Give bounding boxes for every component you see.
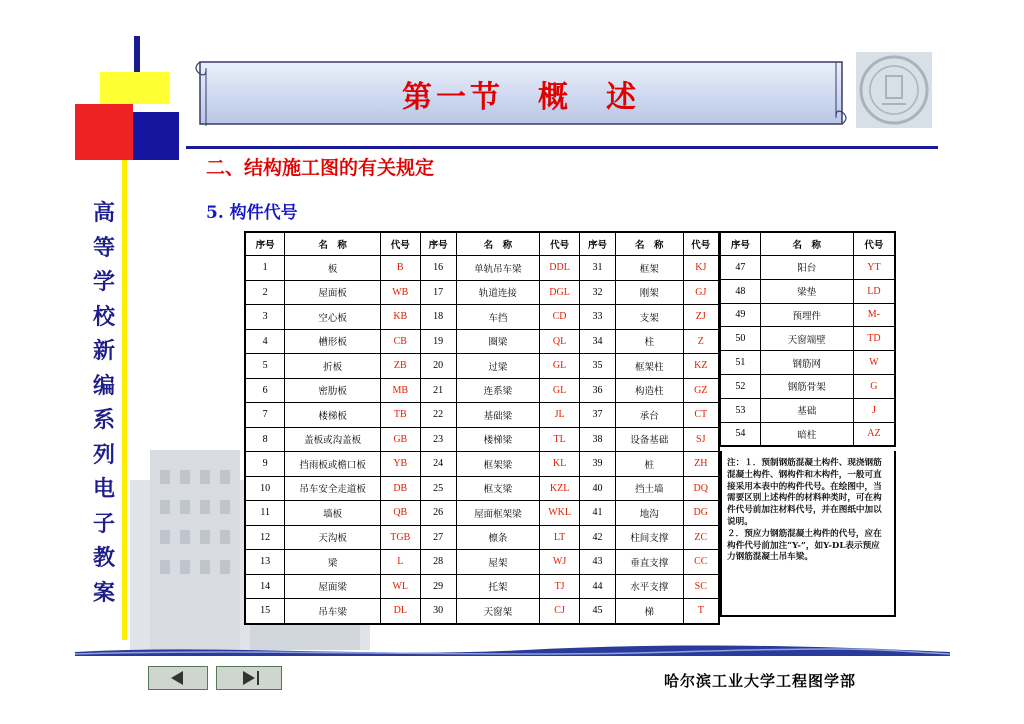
table-row	[245, 329, 719, 354]
code-cell: QB	[380, 501, 420, 526]
name-cell: 楼梯梁	[456, 427, 540, 452]
name-cell: 框架梁	[456, 452, 540, 477]
index-cell: 38	[580, 427, 616, 452]
code-cell: DDL	[540, 256, 580, 281]
name-cell: 托架	[456, 574, 540, 599]
side-title-char: 案	[92, 579, 115, 606]
code-cell: CC	[683, 550, 719, 575]
index-cell: 7	[245, 403, 285, 428]
name-cell: 过梁	[456, 354, 540, 379]
table-row	[245, 354, 719, 379]
table-row	[721, 279, 896, 303]
index-cell: 34	[580, 329, 616, 354]
code-cell: ZC	[683, 525, 719, 550]
code-cell: GZ	[683, 378, 719, 403]
name-cell: 车挡	[456, 305, 540, 330]
index-cell: 51	[721, 351, 761, 375]
index-cell: 45	[580, 599, 616, 624]
header-code: 代号	[853, 232, 895, 256]
index-cell: 3	[245, 305, 285, 330]
name-cell: 吊车梁	[285, 599, 381, 624]
name-cell: 密肋板	[285, 378, 381, 403]
table-row	[721, 398, 896, 422]
index-cell: 30	[420, 599, 456, 624]
side-title-char: 新	[92, 338, 115, 364]
index-cell: 39	[580, 452, 616, 477]
name-cell: 刚架	[615, 280, 683, 305]
index-cell: 6	[245, 378, 285, 403]
component-code-table	[244, 231, 720, 625]
index-cell: 50	[721, 327, 761, 351]
code-cell: ZB	[380, 354, 420, 379]
index-cell: 13	[245, 550, 285, 575]
name-cell: 屋面框架梁	[456, 501, 540, 526]
index-cell: 2	[245, 280, 285, 305]
table-row	[721, 374, 896, 398]
table-note	[727, 458, 887, 564]
name-cell: 构造柱	[615, 378, 683, 403]
table-row	[245, 550, 719, 575]
table-row	[721, 303, 896, 327]
code-cell: KB	[380, 305, 420, 330]
index-cell: 5	[245, 354, 285, 379]
name-cell: 钢筋骨架	[760, 374, 853, 398]
code-cell: KZ	[683, 354, 719, 379]
side-vertical-title	[88, 196, 120, 610]
index-cell: 9	[245, 452, 285, 477]
name-cell: 板	[285, 256, 381, 281]
name-cell: 吊车安全走道板	[285, 476, 381, 501]
index-cell: 47	[721, 256, 761, 280]
code-cell: DQ	[683, 476, 719, 501]
code-cell: M-	[853, 303, 895, 327]
table-header-row	[721, 232, 896, 256]
note-paragraph: ２．预应力钢筋混凝土构件的代号，应在构件代号前加注“Y-”，如Y-DL表示预应力钢筋混凝土吊车梁。	[727, 528, 882, 563]
table-row	[245, 501, 719, 526]
table-row	[245, 305, 719, 330]
index-cell: 10	[245, 476, 285, 501]
code-cell: WJ	[540, 550, 580, 575]
index-cell: 11	[245, 501, 285, 526]
table-row	[245, 599, 719, 624]
side-title-char: 校	[92, 303, 115, 330]
index-cell: 8	[245, 427, 285, 452]
header-name: 名 称	[760, 232, 853, 256]
index-cell: 15	[245, 599, 285, 624]
index-cell: 32	[580, 280, 616, 305]
prev-arrow-icon	[149, 667, 207, 689]
header-name: 名 称	[285, 232, 381, 256]
code-cell: LD	[853, 279, 895, 303]
name-cell: 承台	[615, 403, 683, 428]
index-cell: 42	[580, 525, 616, 550]
decor-yellow-line	[122, 160, 127, 640]
code-cell: KJ	[683, 256, 719, 281]
side-title-char: 学	[92, 269, 115, 295]
name-cell: 阳台	[760, 256, 853, 280]
code-cell: GL	[540, 378, 580, 403]
footer-institution: 哈尔滨工业大学工程图学部	[664, 672, 857, 690]
name-cell: 屋面板	[285, 280, 381, 305]
name-cell: 空心板	[285, 305, 381, 330]
code-cell: CD	[540, 305, 580, 330]
index-cell: 52	[721, 374, 761, 398]
decor-title-underline	[186, 146, 938, 149]
code-cell: ZJ	[683, 305, 719, 330]
name-cell: 梁	[285, 550, 381, 575]
code-cell: TGB	[380, 525, 420, 550]
code-cell: GL	[540, 354, 580, 379]
index-cell: 37	[580, 403, 616, 428]
name-cell: 梁垫	[760, 279, 853, 303]
name-cell: 基础梁	[456, 403, 540, 428]
code-cell: KL	[540, 452, 580, 477]
index-cell: 41	[580, 501, 616, 526]
code-cell: GB	[380, 427, 420, 452]
header-index: 序号	[580, 232, 616, 256]
side-title-char: 高	[92, 200, 115, 226]
index-cell: 40	[580, 476, 616, 501]
code-cell: DB	[380, 476, 420, 501]
name-cell: 地沟	[615, 501, 683, 526]
decor-yellow-block	[100, 72, 170, 104]
code-cell: DGL	[540, 280, 580, 305]
index-cell: 54	[721, 422, 761, 446]
index-cell: 43	[580, 550, 616, 575]
code-cell: JL	[540, 403, 580, 428]
name-cell: 设备基础	[615, 427, 683, 452]
index-cell: 53	[721, 398, 761, 422]
code-cell: CJ	[540, 599, 580, 624]
header-index: 序号	[721, 232, 761, 256]
table-row	[245, 280, 719, 305]
table-row	[245, 476, 719, 501]
component-code-table-extra	[720, 231, 896, 447]
index-cell: 20	[420, 354, 456, 379]
side-title-char: 电	[92, 476, 115, 502]
name-cell: 轨道连接	[456, 280, 540, 305]
side-title-char: 教	[92, 545, 115, 571]
table-row	[721, 422, 896, 446]
table-row	[721, 327, 896, 351]
name-cell: 屋架	[456, 550, 540, 575]
name-cell: 暗柱	[760, 422, 853, 446]
index-cell: 25	[420, 476, 456, 501]
table-row	[245, 452, 719, 477]
header-code: 代号	[683, 232, 719, 256]
index-cell: 19	[420, 329, 456, 354]
prev-page-button[interactable]	[148, 666, 208, 690]
name-cell: 天沟板	[285, 525, 381, 550]
next-arrow-icon	[217, 667, 281, 689]
code-cell: WB	[380, 280, 420, 305]
university-seal-icon	[856, 52, 932, 128]
header-name: 名 称	[456, 232, 540, 256]
decor-bottom-wave	[75, 644, 950, 656]
index-cell: 12	[245, 525, 285, 550]
index-cell: 24	[420, 452, 456, 477]
name-cell: 圈梁	[456, 329, 540, 354]
index-cell: 28	[420, 550, 456, 575]
index-cell: 27	[420, 525, 456, 550]
name-cell: 柱	[615, 329, 683, 354]
table-row	[245, 574, 719, 599]
header-code: 代号	[380, 232, 420, 256]
name-cell: 梯	[615, 599, 683, 624]
name-cell: 框架柱	[615, 354, 683, 379]
page-title: 第一节 概 述	[402, 80, 640, 115]
name-cell: 天窗架	[456, 599, 540, 624]
name-cell: 支架	[615, 305, 683, 330]
index-cell: 1	[245, 256, 285, 281]
code-cell: W	[853, 351, 895, 375]
code-cell: SC	[683, 574, 719, 599]
header-code: 代号	[540, 232, 580, 256]
code-cell: WL	[380, 574, 420, 599]
subsection-heading: 5. 构件代号	[206, 203, 298, 223]
name-cell: 单轨吊车梁	[456, 256, 540, 281]
name-cell: 钢筋网	[760, 351, 853, 375]
code-cell: ZH	[683, 452, 719, 477]
header-index: 序号	[420, 232, 456, 256]
index-cell: 22	[420, 403, 456, 428]
code-cell: L	[380, 550, 420, 575]
table-row	[721, 351, 896, 375]
code-cell: DG	[683, 501, 719, 526]
code-cell: TL	[540, 427, 580, 452]
name-cell: 檩条	[456, 525, 540, 550]
code-cell: TJ	[540, 574, 580, 599]
index-cell: 49	[721, 303, 761, 327]
code-cell: MB	[380, 378, 420, 403]
index-cell: 29	[420, 574, 456, 599]
header-index: 序号	[245, 232, 285, 256]
index-cell: 44	[580, 574, 616, 599]
code-cell: J	[853, 398, 895, 422]
index-cell: 17	[420, 280, 456, 305]
index-cell: 33	[580, 305, 616, 330]
side-title-char: 系	[92, 407, 115, 433]
code-cell: YT	[853, 256, 895, 280]
name-cell: 柱间支撑	[615, 525, 683, 550]
side-title-char: 编	[92, 372, 115, 399]
table-row	[245, 403, 719, 428]
side-title-char: 列	[92, 441, 115, 468]
table-row	[245, 256, 719, 281]
index-cell: 18	[420, 305, 456, 330]
index-cell: 21	[420, 378, 456, 403]
name-cell: 垂直支撑	[615, 550, 683, 575]
table-row	[721, 256, 896, 280]
name-cell: 屋面梁	[285, 574, 381, 599]
code-cell: DL	[380, 599, 420, 624]
code-cell: TD	[853, 327, 895, 351]
index-cell: 14	[245, 574, 285, 599]
name-cell: 墙板	[285, 501, 381, 526]
name-cell: 连系梁	[456, 378, 540, 403]
code-cell: SJ	[683, 427, 719, 452]
code-cell: T	[683, 599, 719, 624]
name-cell: 盖板或沟盖板	[285, 427, 381, 452]
index-cell: 36	[580, 378, 616, 403]
index-cell: 26	[420, 501, 456, 526]
table-row	[245, 525, 719, 550]
code-cell: Z	[683, 329, 719, 354]
code-cell: YB	[380, 452, 420, 477]
decor-blue-block	[133, 112, 179, 160]
code-cell: CB	[380, 329, 420, 354]
index-cell: 23	[420, 427, 456, 452]
table-row	[245, 378, 719, 403]
code-cell: TB	[380, 403, 420, 428]
name-cell: 折板	[285, 354, 381, 379]
decor-red-block	[75, 104, 133, 160]
name-cell: 框支梁	[456, 476, 540, 501]
name-cell: 天窗端壁	[760, 327, 853, 351]
code-cell: KZL	[540, 476, 580, 501]
index-cell: 4	[245, 329, 285, 354]
name-cell: 水平支撑	[615, 574, 683, 599]
next-page-button[interactable]	[216, 666, 282, 690]
name-cell: 楼梯板	[285, 403, 381, 428]
code-cell: WKL	[540, 501, 580, 526]
name-cell: 挡雨板或檐口板	[285, 452, 381, 477]
name-cell: 槽形板	[285, 329, 381, 354]
code-cell: LT	[540, 525, 580, 550]
name-cell: 挡土墙	[615, 476, 683, 501]
side-title-char: 等	[92, 234, 115, 261]
name-cell: 框架	[615, 256, 683, 281]
code-cell: AZ	[853, 422, 895, 446]
code-cell: CT	[683, 403, 719, 428]
name-cell: 预埋件	[760, 303, 853, 327]
code-cell: G	[853, 374, 895, 398]
name-cell: 桩	[615, 452, 683, 477]
index-cell: 31	[580, 256, 616, 281]
index-cell: 16	[420, 256, 456, 281]
note-paragraph: 注：１．预制钢筋混凝土构件、现浇钢筋混凝土构件、钢构件和木构件，一般可直接采用本表中的构件代号。在绘图中，当需要区别上述构件的材料种类时，可在构件代号前加注材料代号，并在图纸中加以说明。	[727, 458, 882, 527]
table-row	[245, 427, 719, 452]
index-cell: 48	[721, 279, 761, 303]
code-cell: GJ	[683, 280, 719, 305]
code-cell: QL	[540, 329, 580, 354]
code-cell: B	[380, 256, 420, 281]
header-name: 名 称	[615, 232, 683, 256]
section-heading: 二、结构施工图的有关规定	[206, 157, 435, 179]
table-header-row	[245, 232, 719, 256]
name-cell: 基础	[760, 398, 853, 422]
side-title-char: 子	[92, 510, 115, 537]
index-cell: 35	[580, 354, 616, 379]
